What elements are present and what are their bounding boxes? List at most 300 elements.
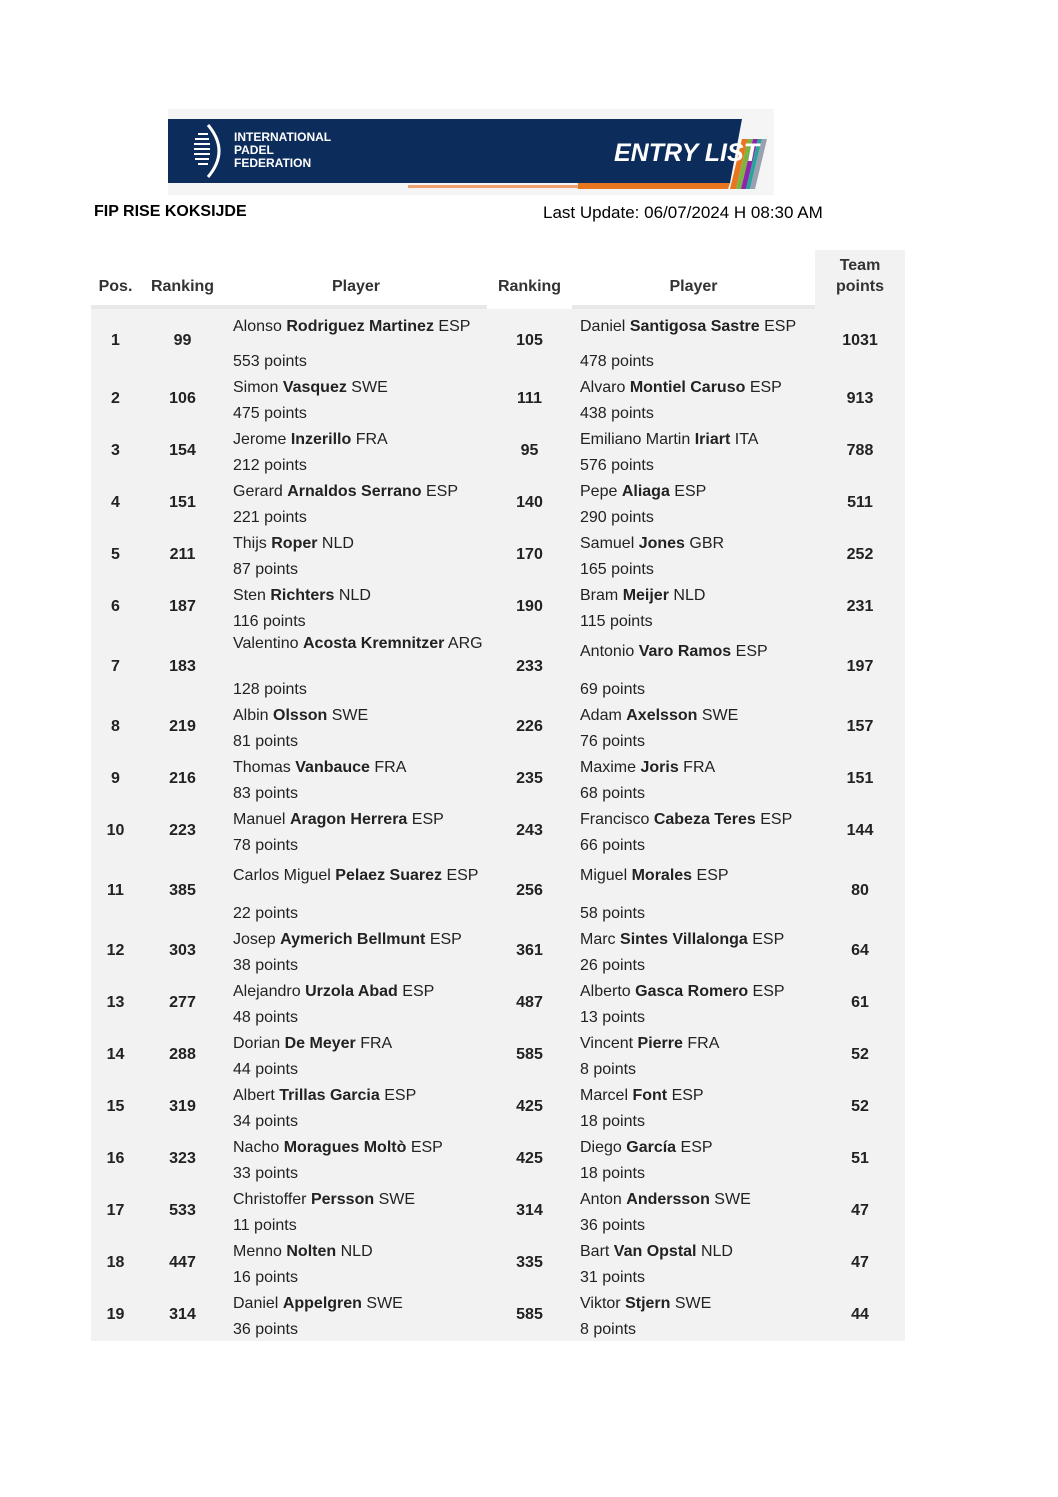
first-name: Christoffer <box>233 1191 307 1208</box>
position: 4 <box>111 494 120 511</box>
player-cell <box>572 977 815 1029</box>
player-points: 87 points <box>233 561 298 578</box>
table-row <box>91 1289 905 1341</box>
table-row <box>91 373 905 425</box>
ranking: 219 <box>169 718 196 735</box>
last-name: Montiel Caruso <box>629 379 746 396</box>
player-points: 26 points <box>580 957 645 974</box>
country: ESP <box>429 931 462 948</box>
table-row <box>91 477 905 529</box>
country: SWE <box>351 379 388 396</box>
team-points: 64 <box>851 942 869 959</box>
player-name <box>233 866 487 886</box>
player-cell <box>572 753 815 805</box>
last-name: Urzola Abad <box>305 983 398 1000</box>
ranking: 233 <box>516 658 543 675</box>
country: NLD <box>700 1243 733 1260</box>
player-name <box>580 1034 815 1054</box>
team-points: 51 <box>851 1150 869 1167</box>
team-points: 913 <box>846 390 874 407</box>
country: ESP <box>446 867 479 884</box>
country: FRA <box>374 759 407 776</box>
first-name: Thomas <box>233 759 291 776</box>
first-name: Marc <box>580 931 616 948</box>
first-name: Sten <box>233 587 266 604</box>
position: 6 <box>111 598 120 615</box>
last-name: Aragon Herrera <box>289 811 408 828</box>
first-name: Adam <box>580 707 622 724</box>
ranking: 314 <box>516 1202 543 1219</box>
country: GBR <box>689 535 725 552</box>
last-name: Aliaga <box>621 483 670 500</box>
last-name: Nolten <box>286 1243 337 1260</box>
last-name: Font <box>632 1087 668 1104</box>
country: NLD <box>338 587 371 604</box>
player-name <box>580 317 815 337</box>
player-name <box>233 430 487 450</box>
player-cell <box>572 425 815 477</box>
ranking: 361 <box>516 942 543 959</box>
team-points: 157 <box>846 718 874 735</box>
team-points: 1031 <box>842 332 878 349</box>
country: SWE <box>701 707 739 724</box>
ranking: 99 <box>173 332 192 349</box>
position: 10 <box>106 822 125 839</box>
position: 17 <box>106 1202 125 1219</box>
table-row <box>91 925 905 977</box>
player-points: 16 points <box>233 1269 298 1286</box>
player-name <box>580 430 815 450</box>
header-team-word: Team <box>839 257 881 274</box>
player-points: 58 points <box>580 905 645 922</box>
last-name: Moragues Moltò <box>283 1139 407 1156</box>
ranking: 170 <box>516 546 543 563</box>
player-name <box>580 482 815 502</box>
player-points: 18 points <box>580 1113 645 1130</box>
ranking: 533 <box>169 1202 196 1219</box>
player-cell <box>572 1081 815 1133</box>
table-row <box>91 977 905 1029</box>
player-cell <box>225 425 487 477</box>
country: ESP <box>438 318 471 335</box>
ranking: 288 <box>169 1046 196 1063</box>
team-points: 47 <box>851 1202 869 1219</box>
player-cell <box>225 529 487 581</box>
table-row <box>91 307 905 373</box>
ranking: 151 <box>169 494 196 511</box>
last-name: Stjern <box>625 1295 671 1312</box>
player-points: 31 points <box>580 1269 645 1286</box>
entry-list-table <box>91 250 905 1341</box>
first-name: Manuel <box>233 811 286 828</box>
position: 15 <box>106 1098 125 1115</box>
player-name <box>580 1138 815 1158</box>
player-points: 475 points <box>233 405 307 422</box>
player-points: 165 points <box>580 561 654 578</box>
player-name <box>233 1242 487 1262</box>
player-name <box>233 378 487 398</box>
player-name <box>580 1086 815 1106</box>
first-name: Emiliano Martin <box>580 431 691 448</box>
last-name: Van Opstal <box>613 1243 697 1260</box>
country: FRA <box>360 1035 393 1052</box>
player-points: 83 points <box>233 785 298 802</box>
country: ESP <box>410 1139 443 1156</box>
player-cell <box>572 1029 815 1081</box>
ranking: 256 <box>516 882 543 899</box>
table-row <box>91 633 905 701</box>
player-points: 44 points <box>233 1061 298 1078</box>
last-name: Richters <box>270 587 335 604</box>
ranking: 314 <box>169 1306 196 1323</box>
first-name: Dorian <box>233 1035 281 1052</box>
team-points: 61 <box>851 994 869 1011</box>
player-cell <box>225 373 487 425</box>
player-points: 11 points <box>233 1217 297 1234</box>
table-row <box>91 753 905 805</box>
player-points: 221 points <box>233 509 307 526</box>
entry-list-banner <box>168 109 774 195</box>
player-name <box>233 1138 487 1158</box>
last-name: Trillas Garcia <box>279 1087 380 1104</box>
last-name: Jones <box>638 535 685 552</box>
player-points: 478 points <box>580 353 654 370</box>
player-points: 78 points <box>233 837 298 854</box>
player-name <box>580 1294 815 1314</box>
table-row <box>91 581 905 633</box>
header-pos: Pos. <box>91 250 140 307</box>
last-name: De Meyer <box>284 1035 356 1052</box>
country: ESP <box>696 867 729 884</box>
country: FRA <box>355 431 388 448</box>
ranking: 226 <box>516 718 543 735</box>
player-cell <box>572 373 815 425</box>
position: 7 <box>111 658 120 675</box>
player-name <box>580 534 815 554</box>
player-cell <box>225 857 487 925</box>
player-points: 36 points <box>580 1217 645 1234</box>
team-points: 52 <box>851 1046 869 1063</box>
country: NLD <box>321 535 354 552</box>
position: 12 <box>106 942 125 959</box>
player-cell <box>572 581 815 633</box>
player-cell <box>572 477 815 529</box>
first-name: Viktor <box>580 1295 621 1312</box>
country: ESP <box>749 379 782 396</box>
ranking: 277 <box>169 994 196 1011</box>
org-name-line2: PADEL <box>234 143 274 157</box>
first-name: Gerard <box>233 483 283 500</box>
player-cell <box>572 1185 815 1237</box>
first-name: Nacho <box>233 1139 280 1156</box>
country: ESP <box>384 1087 417 1104</box>
first-name: Diego <box>580 1139 622 1156</box>
team-points: 80 <box>851 882 869 899</box>
first-name: Marcel <box>580 1087 629 1104</box>
last-name: Persson <box>310 1191 375 1208</box>
first-name: Alejandro <box>233 983 301 1000</box>
player-name <box>233 534 487 554</box>
team-points: 511 <box>847 494 873 511</box>
org-name-line1: INTERNATIONAL <box>234 130 332 144</box>
player-cell <box>225 477 487 529</box>
country: SWE <box>366 1295 403 1312</box>
player-points: 128 points <box>233 681 307 698</box>
last-name: Santigosa Sastre <box>629 318 760 335</box>
last-name: Vasquez <box>282 379 347 396</box>
player-points: 212 points <box>233 457 307 474</box>
player-points: 13 points <box>580 1009 645 1026</box>
ranking: 216 <box>169 770 196 787</box>
last-name: Acosta Kremnitzer <box>302 635 445 652</box>
player-cell <box>225 581 487 633</box>
ranking: 385 <box>169 882 196 899</box>
ranking: 190 <box>516 598 543 615</box>
first-name: Jerome <box>233 431 287 448</box>
header-ranking: Ranking <box>140 250 225 307</box>
player-cell <box>225 977 487 1029</box>
player-name <box>580 866 815 886</box>
table-row <box>91 857 905 925</box>
first-name: Menno <box>233 1243 282 1260</box>
first-name: Daniel <box>580 318 626 335</box>
ranking: 487 <box>516 994 543 1011</box>
position: 8 <box>111 718 120 735</box>
ranking: 211 <box>169 546 196 563</box>
header-player: Player <box>572 250 815 307</box>
player-name <box>233 810 487 830</box>
country: ESP <box>764 318 797 335</box>
last-name: Roper <box>271 535 318 552</box>
country: SWE <box>714 1191 751 1208</box>
player-points: 34 points <box>233 1113 298 1130</box>
player-name <box>580 642 815 662</box>
table-row <box>91 425 905 477</box>
country: ESP <box>425 483 458 500</box>
player-name <box>580 810 815 830</box>
header-ranking: Ranking <box>487 250 572 307</box>
player-cell <box>572 805 815 857</box>
first-name: Valentino <box>233 635 299 652</box>
first-name: Antonio <box>580 643 635 660</box>
org-name-line3: FEDERATION <box>234 156 312 170</box>
last-name: Andersson <box>626 1191 710 1208</box>
last-name: Inzerillo <box>290 431 352 448</box>
player-cell <box>225 701 487 753</box>
first-name: Miguel <box>580 867 628 884</box>
country: SWE <box>378 1191 416 1208</box>
country: ESP <box>671 1087 704 1104</box>
tournament-title: FIP RISE KOKSIJDE <box>94 203 247 220</box>
country: ESP <box>735 643 768 660</box>
last-name: Varo Ramos <box>638 643 732 660</box>
header-points-word: points <box>836 278 884 295</box>
player-cell <box>572 1289 815 1341</box>
country: FRA <box>687 1035 720 1052</box>
player-cell <box>225 1029 487 1081</box>
country: ESP <box>674 483 707 500</box>
last-update: Last Update: 06/07/2024 H 08:30 AM <box>543 203 823 222</box>
player-name <box>233 634 487 654</box>
ranking: 223 <box>169 822 196 839</box>
player-name <box>580 1242 815 1262</box>
position: 2 <box>111 390 120 407</box>
country: ESP <box>680 1139 713 1156</box>
last-name: Pierre <box>637 1035 683 1052</box>
player-name <box>233 1034 487 1054</box>
header-player: Player <box>225 250 487 307</box>
table-row <box>91 1185 905 1237</box>
player-points: 36 points <box>233 1321 298 1338</box>
table-row <box>91 701 905 753</box>
first-name: Bram <box>580 587 619 604</box>
last-name: Morales <box>631 867 693 884</box>
first-name: Maxime <box>580 759 637 776</box>
player-cell <box>572 633 815 701</box>
player-points: 18 points <box>580 1165 645 1182</box>
country: ESP <box>411 811 444 828</box>
player-points: 576 points <box>580 457 654 474</box>
last-name: Aymerich Bellmunt <box>280 931 426 948</box>
ranking: 106 <box>169 390 196 407</box>
position: 11 <box>107 882 124 899</box>
player-points: 22 points <box>233 905 298 922</box>
player-name <box>580 1190 815 1210</box>
player-cell <box>225 633 487 701</box>
country: ESP <box>760 811 793 828</box>
ranking: 323 <box>169 1150 196 1167</box>
country: NLD <box>340 1243 373 1260</box>
player-name <box>580 586 815 606</box>
player-name <box>233 1190 487 1210</box>
country: ESP <box>752 931 785 948</box>
player-cell <box>572 307 815 373</box>
position: 9 <box>111 770 120 787</box>
player-name <box>580 758 815 778</box>
player-points: 66 points <box>580 837 645 854</box>
ranking: 140 <box>516 494 543 511</box>
player-cell <box>225 1133 487 1185</box>
player-cell <box>225 1289 487 1341</box>
banner-heading: ENTRY LIST <box>614 139 759 167</box>
ranking: 447 <box>169 1254 196 1271</box>
ranking: 111 <box>517 390 542 407</box>
header-row <box>91 250 905 307</box>
player-cell <box>572 701 815 753</box>
last-name: Sintes Villalonga <box>620 931 748 948</box>
player-cell <box>572 925 815 977</box>
table-row <box>91 1237 905 1289</box>
last-name: García <box>626 1139 677 1156</box>
ranking: 425 <box>516 1150 543 1167</box>
header-team-points <box>815 250 905 307</box>
player-cell <box>572 1133 815 1185</box>
last-name: Axelsson <box>626 707 698 724</box>
team-points: 197 <box>846 658 874 675</box>
player-name <box>233 317 487 337</box>
ranking: 319 <box>169 1098 196 1115</box>
first-name: Albert <box>233 1087 275 1104</box>
table-row <box>91 805 905 857</box>
team-points: 47 <box>851 1254 869 1271</box>
player-points: 69 points <box>580 681 645 698</box>
player-points: 38 points <box>233 957 298 974</box>
country: ESP <box>402 983 435 1000</box>
last-name: Iriart <box>694 431 731 448</box>
table-row <box>91 1081 905 1133</box>
ranking: 303 <box>169 942 196 959</box>
player-name <box>233 1086 487 1106</box>
position: 19 <box>106 1306 125 1323</box>
team-points: 144 <box>846 822 874 839</box>
player-name <box>580 378 815 398</box>
ranking: 154 <box>169 442 196 459</box>
player-name <box>580 706 815 726</box>
player-points: 553 points <box>233 353 307 370</box>
player-cell <box>225 1185 487 1237</box>
position: 3 <box>111 442 120 459</box>
player-name <box>580 930 815 950</box>
table-row <box>91 1029 905 1081</box>
player-points: 438 points <box>580 405 654 422</box>
country: ESP <box>752 983 785 1000</box>
player-cell <box>225 925 487 977</box>
player-cell <box>225 307 487 373</box>
player-cell <box>225 753 487 805</box>
first-name: Anton <box>580 1191 622 1208</box>
first-name: Alberto <box>580 983 631 1000</box>
position: 13 <box>106 994 125 1011</box>
team-points: 231 <box>846 598 874 615</box>
last-name: Cabeza Teres <box>653 811 756 828</box>
first-name: Carlos Miguel <box>233 867 331 884</box>
team-points: 44 <box>851 1306 869 1323</box>
player-points: 68 points <box>580 785 645 802</box>
player-points: 290 points <box>580 509 654 526</box>
player-points: 116 points <box>233 613 306 630</box>
ranking: 187 <box>169 598 196 615</box>
first-name: Vincent <box>580 1035 634 1052</box>
player-points: 33 points <box>233 1165 298 1182</box>
player-name <box>233 982 487 1002</box>
first-name: Daniel <box>233 1295 279 1312</box>
country: ARG <box>447 635 483 652</box>
country: FRA <box>683 759 716 776</box>
player-cell <box>225 1081 487 1133</box>
player-name <box>233 930 487 950</box>
country: SWE <box>674 1295 712 1312</box>
first-name: Simon <box>233 379 279 396</box>
first-name: Albin <box>233 707 269 724</box>
player-cell <box>225 1237 487 1289</box>
ranking: 105 <box>516 332 543 349</box>
ranking: 95 <box>520 442 539 459</box>
player-name <box>233 706 487 726</box>
last-name: Appelgren <box>282 1295 362 1312</box>
team-points: 252 <box>846 546 874 563</box>
ranking: 235 <box>516 770 543 787</box>
first-name: Alonso <box>233 318 282 335</box>
team-points: 52 <box>851 1098 869 1115</box>
position: 18 <box>106 1254 125 1271</box>
player-cell <box>572 529 815 581</box>
ranking: 585 <box>516 1046 543 1063</box>
ranking: 183 <box>169 658 196 675</box>
last-name: Meijer <box>622 587 669 604</box>
country: NLD <box>673 587 706 604</box>
last-name: Vanbauce <box>295 759 370 776</box>
first-name: Samuel <box>580 535 635 552</box>
